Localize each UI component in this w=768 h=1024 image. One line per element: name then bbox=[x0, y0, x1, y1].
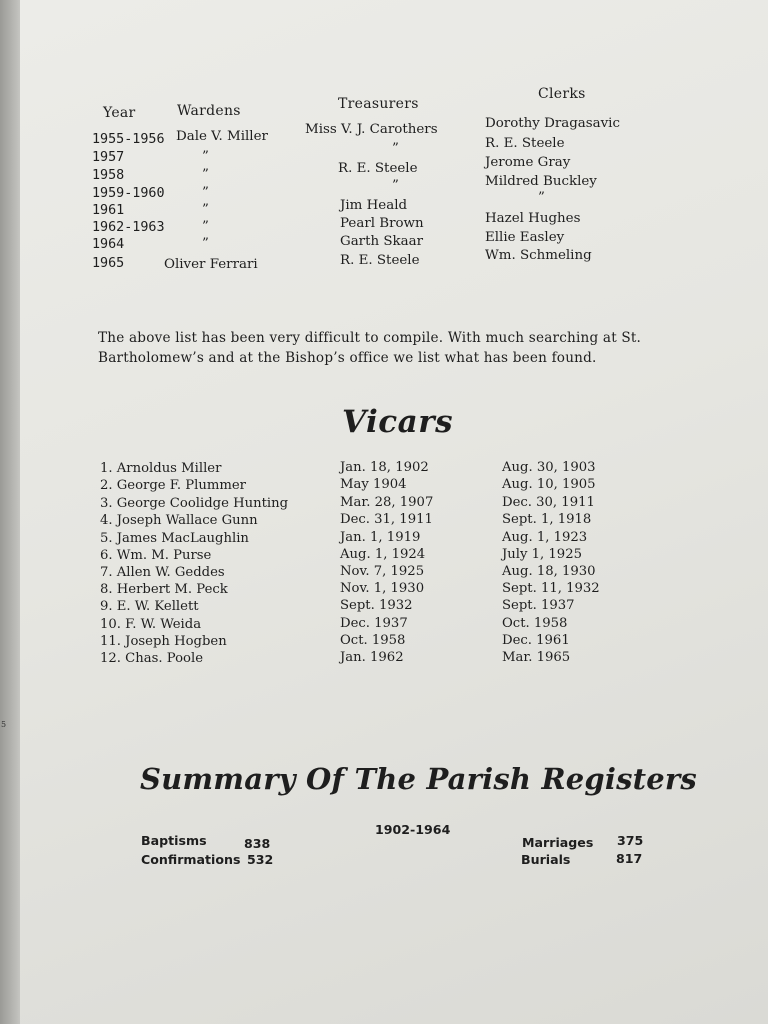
clerk-cell: Hazel Hughes bbox=[485, 211, 581, 226]
vicar-end: Sept. 1, 1918 bbox=[502, 512, 592, 527]
clerk-cell: ” bbox=[538, 190, 545, 205]
clerk-cell: Jerome Gray bbox=[485, 155, 571, 170]
year-cell: 1959-1960 bbox=[92, 186, 165, 201]
vicars-heading: Vicars bbox=[342, 404, 454, 440]
vicar-start: Oct. 1958 bbox=[340, 633, 406, 648]
clerk-cell: Ellie Easley bbox=[485, 230, 565, 245]
baptisms-value: 838 bbox=[244, 836, 271, 851]
treasurer-cell: Garth Skaar bbox=[340, 234, 423, 249]
confirmations-label: Confirmations bbox=[141, 852, 241, 867]
burials-value: 817 bbox=[616, 851, 643, 866]
vicar-start: Dec. 31, 1911 bbox=[340, 512, 433, 527]
vicar-end: Aug. 30, 1903 bbox=[502, 460, 596, 475]
vicar-end: July 1, 1925 bbox=[502, 547, 582, 562]
clerk-cell: Wm. Schmeling bbox=[485, 248, 592, 263]
vicar-end: Dec. 1961 bbox=[502, 633, 570, 648]
baptisms-label: Baptisms bbox=[141, 833, 207, 848]
clerk-cell: R. E. Steele bbox=[485, 136, 565, 151]
confirmations-value: 532 bbox=[247, 852, 274, 867]
officers-table bbox=[20, 0, 768, 300]
treasurer-cell: R. E. Steele bbox=[340, 253, 420, 268]
vicar-name: 10. F. W. Weida bbox=[100, 617, 202, 632]
vicar-start: Jan. 1, 1919 bbox=[340, 530, 421, 545]
vicar-name: 2. George F. Plummer bbox=[100, 478, 246, 493]
vicar-end: Sept. 1937 bbox=[502, 598, 575, 613]
warden-cell: ” bbox=[202, 219, 209, 234]
year-cell: 1955-1956 bbox=[92, 132, 165, 147]
warden-cell: Dale V. Miller bbox=[176, 129, 268, 144]
header-treasurers: Treasurers bbox=[338, 96, 419, 112]
header-wardens: Wardens bbox=[177, 103, 241, 119]
vicar-name: 7. Allen W. Geddes bbox=[100, 565, 225, 580]
vicar-start: Aug. 1, 1924 bbox=[340, 547, 426, 562]
vicar-name: 11. Joseph Hogben bbox=[100, 634, 227, 649]
vicar-end: Dec. 30, 1911 bbox=[502, 495, 595, 510]
warden-cell: ” bbox=[202, 202, 209, 217]
treasurer-cell: ” bbox=[392, 141, 399, 156]
marriages-value: 375 bbox=[617, 833, 644, 848]
vicar-end: Aug. 10, 1905 bbox=[502, 477, 596, 492]
treasurer-cell: Pearl Brown bbox=[340, 216, 424, 231]
warden-cell: ” bbox=[202, 149, 209, 164]
vicar-end: Sept. 11, 1932 bbox=[502, 581, 600, 596]
vicar-start: Mar. 28, 1907 bbox=[340, 495, 434, 510]
treasurer-cell: Jim Heald bbox=[340, 198, 408, 213]
treasurer-cell: Miss V. J. Carothers bbox=[305, 122, 438, 137]
marriages-label: Marriages bbox=[522, 835, 594, 850]
treasurer-cell: ” bbox=[392, 178, 399, 193]
vicar-name: 1. Arnoldus Miller bbox=[100, 461, 222, 476]
vicar-end: Aug. 18, 1930 bbox=[502, 564, 596, 579]
vicar-name: 8. Herbert M. Peck bbox=[100, 582, 228, 597]
vicar-name: 12. Chas. Poole bbox=[100, 651, 204, 666]
vicar-start: Nov. 1, 1930 bbox=[340, 581, 425, 596]
vicar-start: Nov. 7, 1925 bbox=[340, 564, 425, 579]
vicar-end: Oct. 1958 bbox=[502, 616, 568, 631]
vicar-name: 9. E. W. Kellett bbox=[100, 599, 199, 614]
year-cell: 1962-1963 bbox=[92, 220, 165, 235]
header-clerks: Clerks bbox=[538, 86, 586, 102]
burials-label: Burials bbox=[521, 852, 571, 867]
vicar-start: May 1904 bbox=[340, 477, 407, 492]
compilation-note: The above list has been very difficult to compile. With much searching at St. Bartholomew’s and at the Bishop’s office we list what has been found. bbox=[98, 329, 642, 366]
treasurer-cell: R. E. Steele bbox=[338, 161, 418, 176]
vicar-end: Mar. 1965 bbox=[502, 650, 571, 665]
vicar-name: 3. George Coolidge Hunting bbox=[100, 496, 289, 511]
clerk-cell: Mildred Buckley bbox=[485, 174, 597, 189]
header-year: Year bbox=[103, 105, 136, 121]
summary-heading: Summary Of The Parish Registers bbox=[140, 762, 697, 796]
vicar-name: 5. James MacLaughlin bbox=[100, 531, 249, 546]
vicar-start: Dec. 1937 bbox=[340, 616, 408, 631]
year-cell: 1964 bbox=[92, 237, 125, 252]
warden-cell: ” bbox=[202, 167, 209, 182]
vicar-end: Aug. 1, 1923 bbox=[502, 530, 588, 545]
vicar-start: Jan. 18, 1902 bbox=[340, 460, 429, 475]
margin-mark: 5 bbox=[1, 720, 7, 729]
adjacent-page-edge bbox=[0, 0, 22, 1024]
year-cell: 1965 bbox=[92, 256, 125, 271]
year-cell: 1958 bbox=[92, 168, 125, 183]
year-cell: 1961 bbox=[92, 203, 125, 218]
warden-cell: ” bbox=[202, 185, 209, 200]
vicar-name: 4. Joseph Wallace Gunn bbox=[100, 513, 258, 528]
warden-cell: Oliver Ferrari bbox=[164, 257, 258, 272]
vicar-start: Jan. 1962 bbox=[340, 650, 404, 665]
year-cell: 1957 bbox=[92, 150, 125, 165]
vicar-name: 6. Wm. M. Purse bbox=[100, 548, 212, 563]
summary-years: 1902-1964 bbox=[375, 822, 451, 837]
vicar-start: Sept. 1932 bbox=[340, 598, 413, 613]
clerk-cell: Dorothy Dragasavic bbox=[485, 116, 620, 131]
warden-cell: ” bbox=[202, 236, 209, 251]
document-page bbox=[20, 0, 768, 1024]
